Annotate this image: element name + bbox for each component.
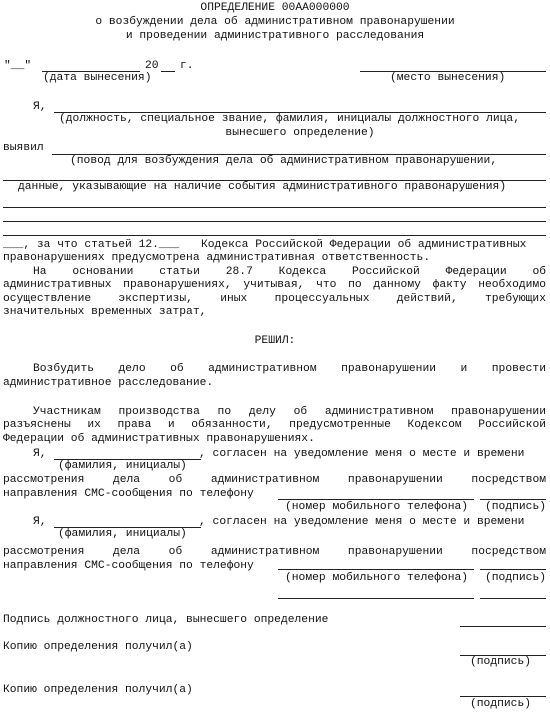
consent-text: рассмотрения дела об административном правонарушении посредством [3,546,546,558]
body-text: ___, за что статьей 12.___ [3,239,180,251]
official-label: (должность, специальное звание, фамилия, инициалы должностного лица, [59,113,520,125]
consent-ya: Я, [33,448,47,460]
consent-text: направления СМС-сообщения по телефону [3,560,254,572]
signature-line[interactable] [480,598,546,599]
year-suffix: г. [180,60,194,72]
reason-label: данные, указывающие на наличие события административного правонарушения) [18,181,507,193]
body-text: На основании статьи 28.7 Кодекса Российской Федерации об [33,266,546,278]
consent-text: рассмотрения дела об административном правонарушении посредством [3,474,546,486]
copy-signature-field[interactable] [460,696,546,697]
official-signature-field[interactable] [460,626,546,627]
signature-field[interactable] [480,569,546,570]
official-signature-text: Подпись должностного лица, вынесшего определение [3,614,329,626]
signature-label: (подпись) [485,572,547,584]
name-label: (фамилия, инициалы) [58,528,187,540]
reason-line[interactable] [3,235,546,236]
consent-text: направления СМС-сообщения по телефону [3,488,254,500]
document-subtitle: и проведении административного расследования [125,30,425,42]
phone-label: (номер мобильного телефона) [285,572,469,584]
signature-label: (подпись) [485,501,547,513]
phone-line[interactable] [278,598,474,599]
copy-received-text: Копию определения получил(а) [3,641,193,653]
signature-label: (подпись) [470,656,532,668]
official-label: вынесшего определение) [225,127,375,139]
consent-ya: Я, [33,516,47,528]
signature-field[interactable] [480,499,546,500]
body-text: Кодекса Российской Федерации об административных [201,239,527,251]
decision-heading: РЕШИЛ: [254,335,296,347]
body-text: значительных временных затрат, [3,306,207,318]
decision-text: административное расследование. [3,377,214,389]
reason-line[interactable] [3,221,546,222]
phone-field[interactable] [278,569,474,570]
rights-text: разъяснены их права и обязанности, предусмотренные Кодексом Российской [3,419,546,431]
document-title: ОПРЕДЕЛЕНИЕ 00АА000000 [200,2,350,14]
year-field[interactable] [161,71,175,72]
body-text: правонарушениях предусмотрена административная ответственность. [3,252,431,264]
signature-label: (подпись) [470,698,532,710]
year-prefix: 20 [145,60,159,72]
phone-label: (номер мобильного телефона) [285,501,469,513]
reason-line[interactable] [3,207,546,208]
official-ya: Я, [33,101,47,113]
date-quote: "__" [4,60,32,72]
reason-label: (повод для возбуждения дела об административном правонарушении, [70,155,498,167]
name-label: (фамилия, инициалы) [58,460,187,472]
consent-text: , согласен на уведомление меня о месте и времени [199,448,525,460]
consent-text: , согласен на уведомление меня о месте и времени [199,516,525,528]
place-label: (место вынесения) [390,72,506,84]
date-label: (дата вынесения) [43,72,152,84]
body-text: административных правонарушениях, учитывая, что по данному факту необходимо [3,279,546,291]
document-subtitle: о возбуждении дела об административном правонарушении [95,16,455,28]
body-text: осуществление экспертизы, иных процессуальных действий, требующих [3,293,546,305]
rights-text: Участникам производства по делу об административном правонарушении [33,406,546,418]
decision-text: Возбудить дело об административном правонарушении и провести [33,363,546,375]
found-word: выявил [3,142,44,154]
rights-text: Федерации об административных правонарушениях. [3,433,315,445]
phone-field[interactable] [278,499,474,500]
copy-received-text: Копию определения получил(а) [3,684,193,696]
